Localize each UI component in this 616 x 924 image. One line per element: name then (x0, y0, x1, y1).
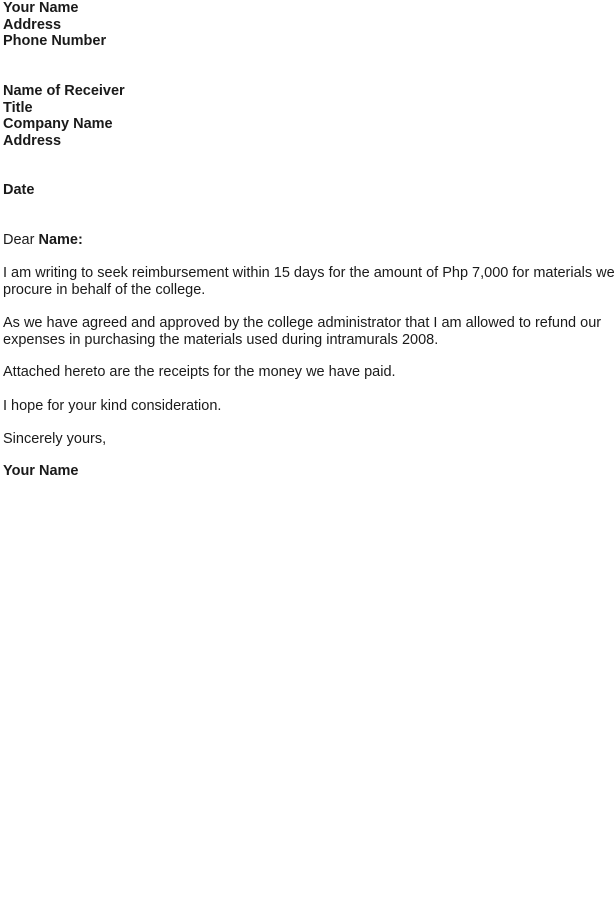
signature-block (3, 463, 78, 480)
body-paragraph-1-line-1: I am writing to seek reimbursement within 15 days for the amount of Php 7,000 for materials we (3, 265, 615, 281)
sender-phone: Phone Number (3, 33, 107, 49)
sender-address: Address (3, 16, 62, 33)
receiver-address: Address (3, 132, 62, 149)
letter-date: Date (3, 182, 35, 198)
body-paragraph-4 (3, 398, 611, 415)
body-paragraph-2-line-2: expenses in purchasing the materials used during intramurals 2008. (3, 331, 439, 348)
body-paragraph-2-line-1: As we have agreed and approved by the college administrator that I am allowed to refund our (3, 315, 602, 331)
sender-block (3, 0, 106, 50)
body-paragraph-3-text: Attached hereto are the receipts for the money we have paid. (3, 364, 396, 380)
salutation (3, 232, 83, 249)
closing-block (3, 431, 106, 448)
receiver-name: Name of Receiver (3, 83, 125, 99)
salutation-greeting: Dear (3, 232, 35, 248)
receiver-company: Company Name (3, 116, 113, 132)
body-paragraph-1 (3, 265, 615, 298)
body-paragraph-3 (3, 364, 611, 381)
receiver-block (3, 83, 125, 149)
signature-name: Your Name (3, 463, 79, 479)
body-paragraph-4-text: I hope for your kind consideration. (3, 398, 222, 414)
date-block (3, 182, 34, 199)
body-paragraph-1-line-2: procure in behalf of the college. (3, 281, 206, 298)
sender-name: Your Name (3, 0, 79, 16)
receiver-title: Title (3, 99, 33, 116)
body-paragraph-2 (3, 315, 611, 348)
closing-text: Sincerely yours, (3, 431, 107, 447)
salutation-name: Name: (38, 232, 83, 248)
